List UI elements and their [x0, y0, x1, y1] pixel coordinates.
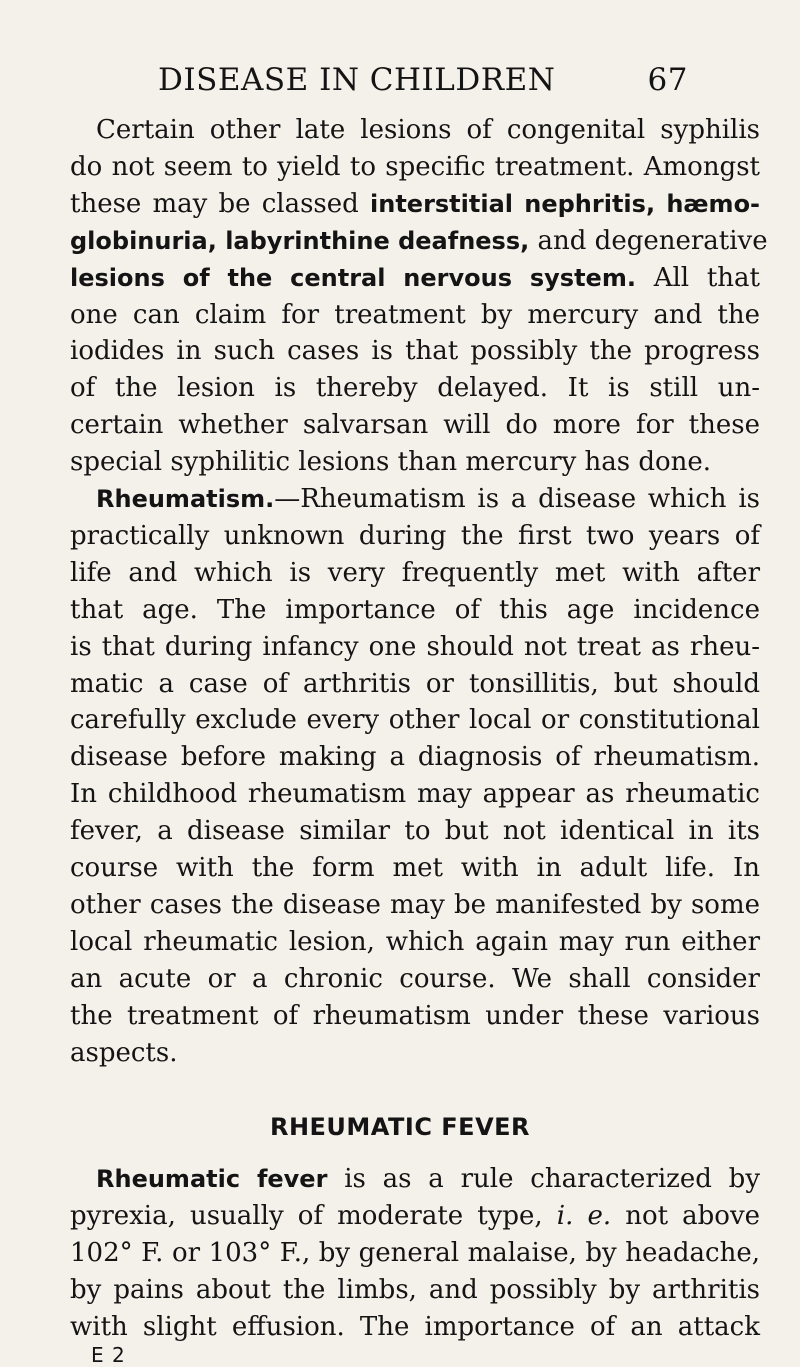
bold-run: Rheumatism. — [96, 485, 275, 513]
signature-mark: E 2 — [91, 1342, 126, 1367]
text-line — [96, 1162, 760, 1196]
text-line: certain whether salvarsan will do more for these — [70, 410, 760, 441]
text-run: these may be classed — [70, 188, 359, 219]
text-line: with slight effusion. The importance of an attack — [70, 1312, 760, 1342]
text-run: pyrexia, usually of moderate type, — [70, 1201, 543, 1232]
text-line: is that during infancy one should not treat as rheu- — [70, 631, 760, 662]
text-line — [70, 1199, 760, 1233]
text-run: All that — [653, 262, 760, 293]
text-line: an acute or a chronic course. We shall consider — [70, 963, 760, 994]
text-line: matic a case of arthritis or tonsillitis, but should — [70, 668, 760, 699]
text-line: aspects. — [70, 1037, 178, 1068]
text-line — [70, 224, 768, 258]
text-line — [70, 261, 760, 295]
text-line — [70, 187, 760, 221]
bold-run: Rheumatic fever — [96, 1165, 328, 1194]
text-line: the treatment of rheumatism under these various — [70, 1000, 760, 1031]
text-line: fever, a disease similar to but not identical in its — [70, 816, 760, 847]
text-run: is as a rule characterized by — [344, 1164, 761, 1195]
text-run: —Rheumatism is a disease which is — [274, 484, 760, 514]
text-line: do not seem to yield to specific treatment. Amongst — [70, 151, 760, 182]
text-line — [96, 482, 760, 516]
text-line: that age. The importance of this age incidence — [70, 594, 760, 625]
bold-run: lesions of the central nervous system. — [70, 263, 636, 292]
italic-run: i. e. — [556, 1201, 612, 1232]
text-run: not above — [625, 1201, 761, 1232]
text-line: In childhood rheumatism may appear as rheumatic — [70, 779, 760, 810]
text-line: of the lesion is thereby delayed. It is still un- — [70, 373, 760, 404]
running-title: DISEASE IN CHILDREN — [158, 62, 556, 98]
text-line: life and which is very frequently met with after — [70, 557, 760, 588]
text-line: carefully exclude every other local or constitutional — [70, 705, 760, 736]
bold-run: globinuria, labyrinthine deafness, — [70, 226, 530, 255]
text-line: course with the form met with in adult life. In — [70, 853, 760, 883]
text-line: Certain other late lesions of congenital syphilis — [96, 115, 760, 145]
bold-run: interstitial nephritis, hæmo- — [370, 189, 761, 218]
text-line: disease before making a diagnosis of rheumatism. — [70, 742, 760, 773]
text-line: iodides in such cases is that possibly the progress — [70, 336, 760, 367]
section-heading: RHEUMATIC FEVER — [269, 1113, 531, 1142]
text-line: practically unknown during the first two years of — [70, 520, 760, 551]
text-line: local rheumatic lesion, which again may run either — [70, 926, 760, 957]
text-line: 102° F. or 103° F., by general malaise, by headache, — [70, 1238, 760, 1269]
text-line: other cases the disease may be manifested by some — [70, 889, 760, 920]
text-line: special syphilitic lesions than mercury has done. — [70, 447, 712, 478]
text-line: by pains about the limbs, and possibly by arthritis — [70, 1275, 760, 1306]
text-line: one can claim for treatment by mercury and the — [70, 299, 760, 330]
text-run: and degenerative — [537, 225, 768, 256]
page-number: 67 — [647, 62, 688, 98]
